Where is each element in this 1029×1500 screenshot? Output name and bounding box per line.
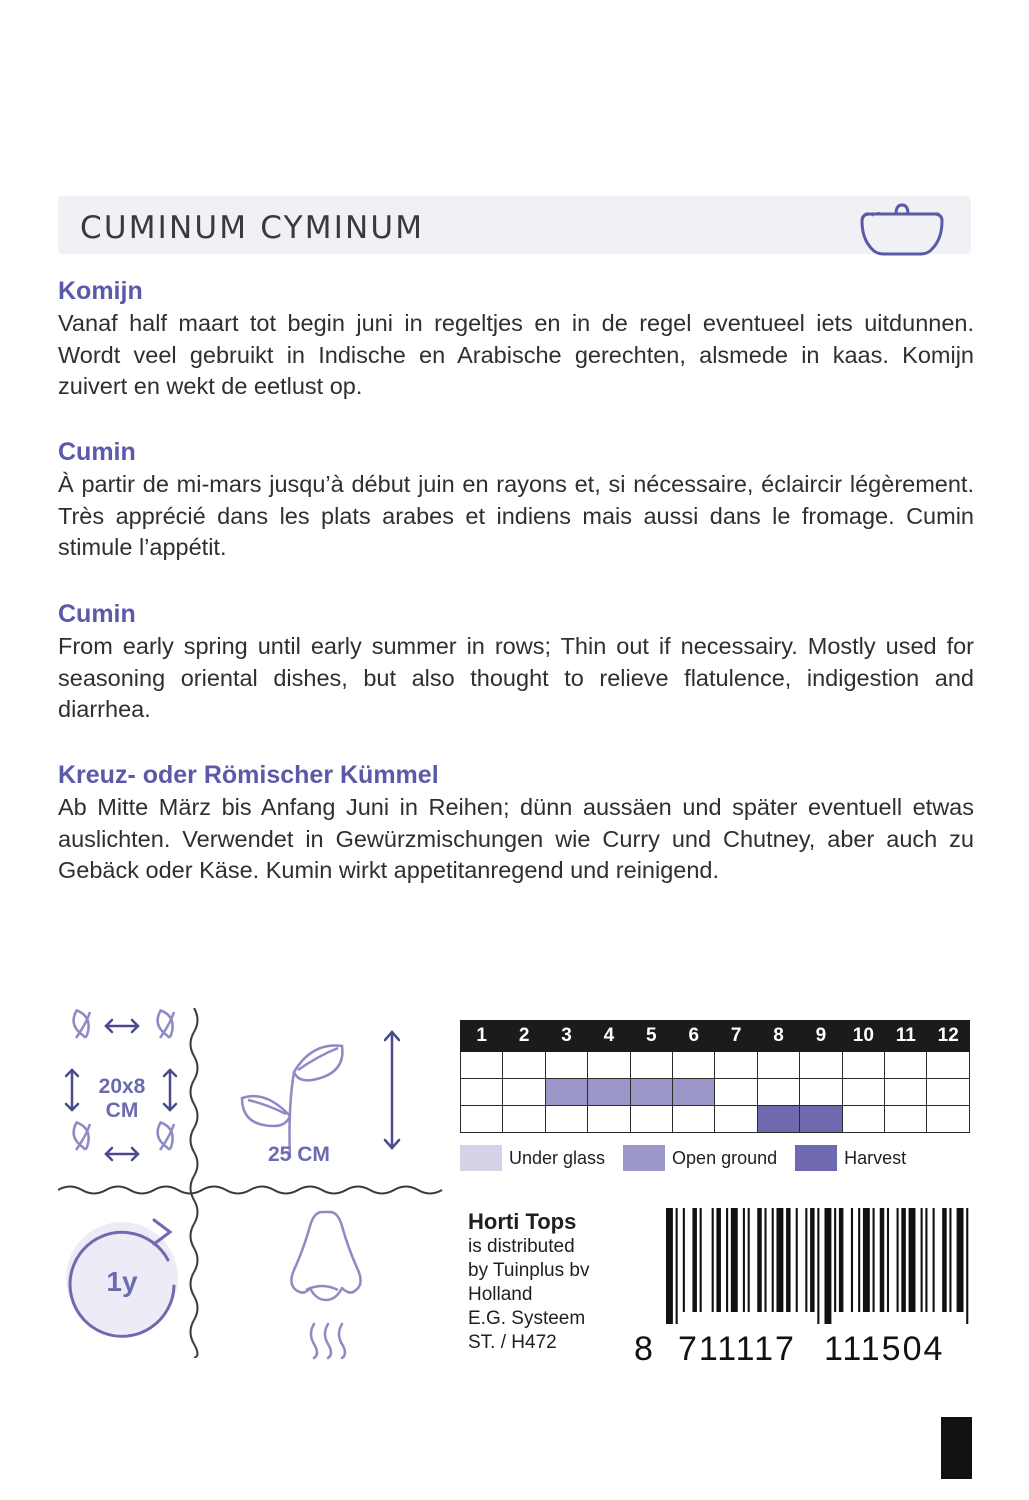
calendar-cell (842, 1052, 884, 1079)
calendar-cell (461, 1052, 503, 1079)
barcode-digit-left: 8 (634, 1330, 655, 1368)
barcode-digits-group-1: 711117 (678, 1330, 796, 1368)
legend-item-harvest (795, 1145, 924, 1171)
calendar-cell (715, 1052, 757, 1079)
calendar-cell (630, 1079, 672, 1106)
language-block-nl (58, 277, 974, 403)
calendar-cell (800, 1079, 842, 1106)
calendar-cell (757, 1079, 799, 1106)
calendar-header-row (461, 1021, 970, 1052)
page-title: CUMINUM CYMINUM (80, 210, 425, 246)
month-header: 10 (842, 1021, 884, 1052)
lifecycle-label: 1y (106, 1266, 138, 1297)
sowing-calendar (460, 1020, 970, 1133)
legend-swatch-harvest (795, 1145, 837, 1171)
month-header: 4 (588, 1021, 630, 1052)
calendar-cell (545, 1052, 587, 1079)
month-header: 7 (715, 1021, 757, 1052)
legend-item-open-ground (623, 1145, 795, 1171)
distributor-info (468, 1210, 648, 1355)
month-header: 6 (673, 1021, 715, 1052)
calendar-cell (885, 1079, 927, 1106)
calendar-cell (885, 1106, 927, 1133)
month-header: 5 (630, 1021, 672, 1052)
lang-heading-en: Cumin (58, 600, 136, 628)
month-header: 9 (800, 1021, 842, 1052)
month-header: 11 (885, 1021, 927, 1052)
calendar-row-harvest (461, 1106, 970, 1133)
calendar-cell (630, 1052, 672, 1079)
month-header: 2 (503, 1021, 545, 1052)
calendar-cell (673, 1106, 715, 1133)
month-header: 8 (757, 1021, 799, 1052)
calendar-cell (588, 1052, 630, 1079)
calendar-cell (630, 1106, 672, 1133)
brand-name: Horti Tops (468, 1209, 577, 1234)
distributor-line-1: is distributed (468, 1236, 575, 1257)
calendar-cell (842, 1079, 884, 1106)
distributor-line-4: E.G. Systeem (468, 1308, 586, 1329)
distributor-line-3: Holland (468, 1284, 533, 1305)
calendar-cell (503, 1052, 545, 1079)
calendar-cell (927, 1052, 970, 1079)
lang-heading-nl: Komijn (58, 277, 143, 305)
calendar-cell (885, 1052, 927, 1079)
lang-body-nl: Vanaf half maart tot begin juni in regeltjes en in de regel eventueel iets uitdunnen. Wordt veel gebruikt in Indische en Arabische gerechten, alsmede in kaas. Komijn zuivert en wekt de eetlust op. (58, 310, 974, 399)
calendar-legend (460, 1145, 970, 1171)
print-registration-mark (941, 1417, 972, 1479)
spacing-label-line2: CM (105, 1099, 139, 1122)
barcode-digits-group-2: 111504 (824, 1330, 945, 1368)
distributor-line-2: by Tuinplus bv (468, 1260, 590, 1281)
spacing-label-line1: 20x8 (98, 1075, 146, 1098)
calendar-cell (503, 1106, 545, 1133)
calendar-cell (715, 1106, 757, 1133)
calendar-body (461, 1052, 970, 1133)
lang-body-de: Ab Mitte März bis Anfang Juni in Reihen; dünn aussäen und später eventuell etwas auslichten. Verwendet in Gewürzmischungen wie Curry und Chutney, aber auch zu Gebäck oder Käse. Kumin wirkt appetitanregend und reinigend. (58, 794, 974, 883)
pot-icon (852, 196, 952, 256)
calendar-row-under-glass (461, 1052, 970, 1079)
calendar-table (460, 1020, 970, 1133)
calendar-cell (545, 1079, 587, 1106)
legend-label-harvest: Harvest (844, 1147, 907, 1168)
legend-swatch-under-glass (460, 1145, 502, 1171)
height-label: 25 CM (268, 1143, 330, 1166)
calendar-cell (588, 1079, 630, 1106)
calendar-cell (800, 1106, 842, 1133)
legend-label-open-ground: Open ground (672, 1147, 778, 1168)
month-header: 12 (927, 1021, 970, 1052)
distributor-line-5: ST. / H472 (468, 1332, 557, 1353)
lang-heading-fr: Cumin (58, 438, 136, 466)
lang-heading-de: Kreuz- oder Römischer Kümmel (58, 761, 439, 789)
calendar-cell (757, 1106, 799, 1133)
calendar-cell (715, 1079, 757, 1106)
divider-wave-horizontal (58, 1182, 443, 1198)
legend-label-under-glass: Under glass (509, 1147, 606, 1168)
calendar-cell (927, 1079, 970, 1106)
calendar-cell (800, 1052, 842, 1079)
calendar-cell (757, 1052, 799, 1079)
calendar-cell (673, 1052, 715, 1079)
calendar-cell (461, 1079, 503, 1106)
calendar-cell (461, 1106, 503, 1133)
language-block-de (58, 761, 974, 887)
calendar-cell (673, 1079, 715, 1106)
month-header: 3 (545, 1021, 587, 1052)
legend-swatch-open-ground (623, 1145, 665, 1171)
month-header: 1 (461, 1021, 503, 1052)
language-block-fr (58, 438, 974, 564)
lang-body-fr: À partir de mi-mars jusqu’à début juin en rayons et, si nécessaire, éclaircir légèrement. Très apprécié dans les plats arabes et indiens mais aussi dans le fromage. Cumin stimule l’appétit. (58, 471, 974, 560)
calendar-cell (927, 1106, 970, 1133)
barcode-bars (666, 1208, 971, 1324)
calendar-cell (842, 1106, 884, 1133)
language-block-en (58, 600, 974, 726)
scent-icon-group (202, 1198, 443, 1360)
calendar-row-open-ground (461, 1079, 970, 1106)
calendar-cell (503, 1079, 545, 1106)
calendar-cell (545, 1106, 587, 1133)
legend-item-under-glass (460, 1145, 623, 1171)
spacing-label (58, 1075, 186, 1123)
lang-body-en: From early spring until early summer in rows; Thin out if necessairy. Mostly used for seasoning oriental dishes, but also thought to relieve flatulence, indigestion and diarrhea. (58, 633, 974, 722)
calendar-cell (588, 1106, 630, 1133)
